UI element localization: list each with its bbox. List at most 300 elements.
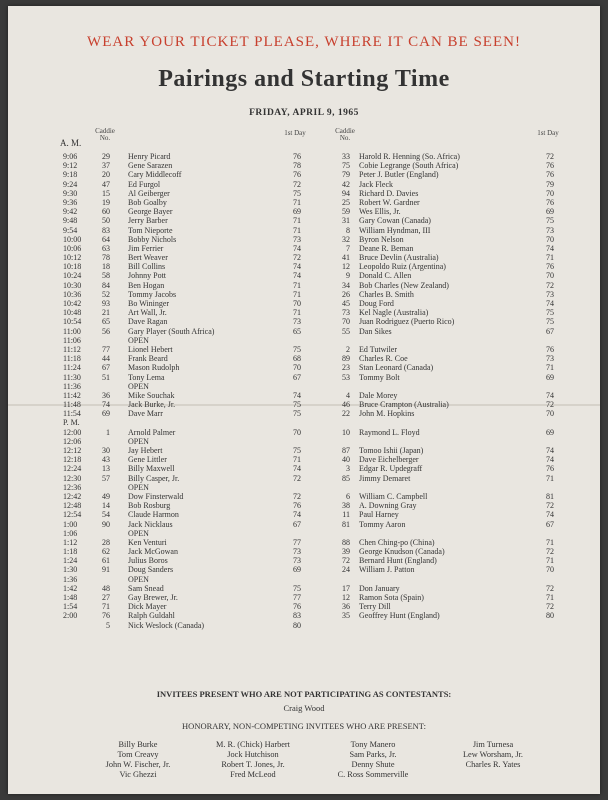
pairing-row — [8, 391, 600, 400]
pairing-row — [8, 244, 600, 253]
honorary-name: Charles R. Yates — [465, 760, 521, 769]
player-name: Wes Ellis, Jr. — [359, 207, 401, 217]
first-day-score: 76 — [293, 170, 301, 180]
caddie-number: 12 — [342, 262, 350, 272]
first-day-score: 75 — [293, 400, 301, 410]
pairing-row — [8, 180, 600, 189]
caddie-number: 25 — [342, 197, 350, 207]
player-name: Claude Harmon — [128, 510, 179, 520]
tee-time: 1:06 — [63, 528, 78, 538]
player-name: Dick Mayer — [128, 602, 167, 612]
caddie-number: 49 — [102, 491, 110, 501]
caddie-number: 31 — [342, 216, 350, 226]
caddie-number: 63 — [102, 243, 110, 253]
first-day-score: 71 — [293, 225, 301, 235]
player-name: Peter J. Butler (England) — [359, 170, 439, 180]
player-name: Frank Beard — [128, 354, 168, 364]
first-day-score: 71 — [293, 289, 301, 299]
first-day-score: 71 — [293, 455, 301, 465]
first-day-score: 72 — [546, 280, 554, 290]
first-day-score: 71 — [546, 537, 554, 547]
pairing-row — [8, 216, 600, 225]
first-day-score: 73 — [293, 234, 301, 244]
tee-time: 9:54 — [63, 225, 78, 235]
honorary-name: Lew Worsham, Jr. — [462, 750, 523, 759]
caddie-number: 42 — [342, 179, 350, 189]
player-name: Ralph Guldahl — [128, 611, 175, 621]
caddie-number: 30 — [102, 446, 110, 455]
pairing-row — [8, 281, 600, 290]
caddie-number: 70 — [342, 317, 350, 327]
caddie-number: 60 — [102, 207, 110, 217]
first-day-score: 71 — [546, 593, 554, 602]
pairing-row — [8, 253, 600, 262]
first-day-score: 76 — [546, 262, 554, 272]
first-day-score: 72 — [546, 152, 554, 161]
player-name: John M. Hopkins — [359, 409, 415, 419]
pairing-row — [8, 464, 600, 473]
tee-time: 10:06 — [63, 243, 82, 253]
player-name: Tomoo Ishii (Japan) — [359, 446, 424, 455]
pairing-row — [8, 170, 600, 179]
first-day-score: 72 — [546, 400, 554, 410]
player-name: Tony Lema — [128, 372, 165, 382]
caddie-number: 77 — [102, 344, 110, 354]
player-name: Geoffrey Hunt (England) — [359, 611, 440, 621]
player-name: Chen Ching-po (China) — [359, 537, 435, 547]
tee-time: 11:24 — [63, 363, 81, 373]
honorary-name: Tony Manero — [350, 740, 396, 749]
first-day-score: 72 — [293, 179, 301, 189]
pairing-row — [8, 575, 600, 584]
caddie-number: 74 — [102, 400, 110, 410]
first-day-score: 72 — [546, 583, 554, 593]
player-name: Charles B. Smith — [359, 289, 414, 299]
pairing-row — [8, 437, 600, 446]
caddie-number: 48 — [102, 583, 110, 593]
player-name: Gene Sarazen — [128, 161, 173, 171]
pairing-row — [8, 501, 600, 510]
pairing-row — [8, 336, 600, 345]
first-day-score: 72 — [293, 491, 301, 501]
caddie-number: 79 — [342, 170, 350, 180]
day-header-left: 1st Day — [284, 129, 306, 137]
honorary-name: Tom Creavy — [117, 750, 159, 759]
player-name: Bobby Nichols — [128, 234, 177, 244]
player-name: Jack Nicklaus — [128, 519, 173, 529]
player-name: Billy Casper, Jr. — [128, 473, 180, 483]
pairing-row — [8, 207, 600, 216]
honorary-name: Jim Turnesa — [472, 740, 514, 749]
first-day-score: 67 — [293, 519, 301, 529]
player-name: Tom Nieporte — [128, 225, 173, 235]
caddie-number: 12 — [342, 593, 350, 602]
pairing-row — [8, 556, 600, 565]
caddie-number: 37 — [102, 161, 110, 171]
player-name: Deane R. Beman — [359, 243, 414, 253]
first-day-score: 69 — [546, 207, 554, 217]
invitees-heading: INVITEES PRESENT WHO ARE NOT PARTICIPATING AS CONTESTANTS: — [156, 689, 452, 699]
pairing-row — [8, 308, 600, 317]
pairing-row — [8, 345, 600, 354]
first-day-score: 69 — [293, 565, 301, 575]
player-name: Ed Furgol — [128, 179, 161, 189]
pairings-sheet — [8, 6, 600, 794]
caddie-number: 55 — [342, 326, 350, 336]
tee-time: 1:00 — [63, 519, 78, 529]
tee-time: 10:18 — [63, 262, 82, 272]
player-name: Bob Charles (New Zealand) — [359, 280, 449, 290]
tee-time: 10:24 — [63, 271, 82, 281]
player-name: Arnold Palmer — [128, 427, 176, 437]
tee-time: 1:18 — [63, 547, 78, 557]
tee-time: 9:36 — [63, 197, 78, 207]
caddie-number: 15 — [102, 188, 110, 198]
tee-time: 9:24 — [63, 179, 78, 189]
pairing-row — [8, 611, 600, 620]
first-day-score: 70 — [293, 363, 301, 373]
tee-time: 12:12 — [63, 446, 82, 455]
caddie-number: 17 — [342, 583, 350, 593]
player-name: Dave Ragan — [128, 317, 168, 327]
tee-time: 9:06 — [63, 152, 78, 161]
first-day-score: 73 — [546, 289, 554, 299]
first-day-score: 70 — [293, 299, 301, 308]
caddie-number: 69 — [102, 409, 110, 419]
honorary-column — [433, 740, 553, 770]
honorary-name: M. R. (Chick) Harbert — [216, 740, 290, 749]
tee-time: 1:24 — [63, 556, 78, 566]
first-day-score: 72 — [546, 602, 554, 612]
first-day-score: 73 — [293, 547, 301, 557]
first-day-score: 70 — [546, 565, 554, 575]
player-name: OPEN — [128, 335, 149, 345]
caddie-number: 7 — [346, 243, 350, 253]
player-name: Gene Littler — [128, 455, 167, 465]
first-day-score: 75 — [293, 409, 301, 419]
first-day-score: 71 — [546, 253, 554, 263]
tee-time: 10:48 — [63, 308, 82, 318]
player-name: Dow Finsterwald — [128, 491, 184, 501]
honorary-name: Billy Burke — [118, 740, 158, 749]
caddie-number: 83 — [102, 225, 110, 235]
tee-time: 1:36 — [63, 574, 78, 584]
pairing-row — [8, 538, 600, 547]
player-name: Mason Rudolph — [128, 363, 180, 373]
caddie-number: 34 — [342, 280, 350, 290]
player-name: A. Downing Gray — [359, 501, 417, 511]
pairing-row — [8, 455, 600, 464]
caddie-number: 9 — [346, 271, 350, 281]
caddie-number: 51 — [102, 372, 110, 382]
caddie-number: 5 — [106, 620, 110, 630]
tee-time: 11:42 — [63, 390, 81, 400]
player-name: Terry Dill — [359, 602, 391, 612]
first-day-score: 75 — [293, 188, 301, 198]
caddie-number: 8 — [346, 225, 350, 235]
tee-time: 9:12 — [63, 161, 78, 171]
caddie-number: 22 — [342, 409, 350, 419]
player-name: Don January — [359, 583, 400, 593]
player-name: Edgar R. Updegraff — [359, 464, 423, 474]
player-name: Doug Sanders — [128, 565, 174, 575]
first-day-score: 76 — [546, 464, 554, 474]
first-day-score: 74 — [293, 262, 301, 272]
pairing-row — [8, 354, 600, 363]
pairing-row — [8, 290, 600, 299]
honorary-name: Fred McLeod — [230, 770, 276, 779]
pairing-row — [8, 483, 600, 492]
player-name: Ramon Sota (Spain) — [359, 593, 424, 602]
caddie-number: 23 — [342, 363, 350, 373]
honorary-name: Vic Ghezzi — [119, 770, 157, 779]
pairing-row — [8, 400, 600, 409]
player-name: Doug Ford — [359, 299, 394, 308]
player-name: Bruce Crampton (Australia) — [359, 400, 449, 410]
tee-time: 10:12 — [63, 253, 82, 263]
player-name: Bob Rosburg — [128, 501, 171, 511]
first-day-score: 69 — [546, 427, 554, 437]
first-day-score: 74 — [546, 455, 554, 465]
player-name: Tommy Bolt — [359, 372, 400, 382]
player-name: Cobie Legrange (South Africa) — [359, 161, 459, 171]
first-day-score: 70 — [546, 234, 554, 244]
caddie-number: 32 — [342, 234, 350, 244]
tee-time: 11:12 — [63, 344, 81, 354]
pairing-row — [8, 161, 600, 170]
tee-time: 12:18 — [63, 455, 82, 465]
first-day-score: 80 — [293, 620, 301, 630]
tee-time: 10:42 — [63, 299, 82, 308]
first-day-score: 72 — [293, 473, 301, 483]
player-name: Tommy Aaron — [359, 519, 406, 529]
tee-time: 10:36 — [63, 289, 82, 299]
first-day-score: 75 — [293, 344, 301, 354]
player-name: Jack McGowan — [128, 547, 178, 557]
day-header-right: 1st Day — [537, 129, 559, 137]
caddie-number: 10 — [342, 427, 350, 437]
player-name: William C. Campbell — [359, 491, 428, 501]
first-day-score: 75 — [293, 446, 301, 455]
pairing-row — [8, 593, 600, 602]
honorary-column — [78, 740, 198, 780]
caddie-header-right: Caddie No. — [335, 127, 355, 142]
first-day-score: 74 — [546, 243, 554, 253]
caddie-number: 91 — [102, 565, 110, 575]
player-name: OPEN — [128, 381, 149, 391]
first-day-score: 72 — [546, 547, 554, 557]
pairing-row — [8, 492, 600, 501]
first-day-score: 78 — [293, 161, 301, 171]
player-name: Bruce Devlin (Australia) — [359, 253, 439, 263]
first-day-score: 74 — [293, 464, 301, 474]
first-day-score: 74 — [546, 299, 554, 308]
first-day-score: 71 — [293, 308, 301, 318]
caddie-number: 87 — [342, 446, 350, 455]
caddie-number: 57 — [102, 473, 110, 483]
caddie-number: 72 — [342, 556, 350, 566]
first-day-score: 79 — [546, 179, 554, 189]
player-name: William Hyndman, III — [359, 225, 431, 235]
player-name: Raymond L. Floyd — [359, 427, 420, 437]
caddie-number: 14 — [102, 501, 110, 511]
tee-time: 10:54 — [63, 317, 82, 327]
caddie-number: 64 — [102, 234, 110, 244]
player-name: Cary Middlecoff — [128, 170, 182, 180]
caddie-number: 85 — [342, 473, 350, 483]
pairing-row — [8, 152, 600, 161]
player-name: Henry Picard — [128, 152, 171, 161]
player-name: Gary Cowan (Canada) — [359, 216, 431, 226]
pairing-row — [8, 262, 600, 271]
honorary-column — [313, 740, 433, 780]
caddie-number: 47 — [102, 179, 110, 189]
caddie-number: 33 — [342, 152, 350, 161]
player-name: Art Wall, Jr. — [128, 308, 167, 318]
player-name: Richard D. Davies — [359, 188, 419, 198]
player-name: George Knudson (Canada) — [359, 547, 445, 557]
first-day-score: 70 — [546, 409, 554, 419]
player-name: Donald C. Allen — [359, 271, 412, 281]
first-day-score: 75 — [293, 583, 301, 593]
player-name: Dale Morey — [359, 390, 398, 400]
caddie-number: 11 — [342, 510, 350, 520]
tee-time: 12:06 — [63, 436, 82, 446]
honorary-name: Sam Parks, Jr. — [349, 750, 397, 759]
caddie-number: 46 — [342, 400, 350, 410]
tee-time: 12:00 — [63, 427, 82, 437]
player-name: Bo Wininger — [128, 299, 170, 308]
ticket-banner: WEAR YOUR TICKET PLEASE, WHERE IT CAN BE SEEN! — [87, 34, 521, 50]
first-day-score: 75 — [546, 317, 554, 327]
pairing-row — [8, 621, 600, 630]
caddie-number: 4 — [346, 390, 350, 400]
pairing-row — [8, 584, 600, 593]
tee-time: 9:18 — [63, 170, 78, 180]
honorary-heading: HONORARY, NON-COMPETING INVITEES WHO ARE PRESENT: — [182, 721, 426, 731]
player-name: George Bayer — [128, 207, 173, 217]
first-day-score: 71 — [546, 363, 554, 373]
player-name: OPEN — [128, 528, 149, 538]
caddie-number: 2 — [346, 344, 350, 354]
caddie-number: 67 — [102, 363, 110, 373]
tee-time: P. M. — [63, 418, 80, 428]
player-name: Harold R. Henning (So. Africa) — [359, 152, 460, 161]
caddie-number: 28 — [102, 537, 110, 547]
player-name: OPEN — [128, 436, 149, 446]
first-day-score: 76 — [546, 170, 554, 180]
player-name: Byron Nelson — [359, 234, 404, 244]
first-day-score: 71 — [293, 216, 301, 226]
date-line: FRIDAY, APRIL 9, 1965 — [249, 108, 359, 118]
honorary-name: Jock Hutchison — [227, 750, 279, 759]
first-day-score: 81 — [546, 491, 554, 501]
caddie-number: 93 — [102, 299, 110, 308]
first-day-score: 73 — [546, 225, 554, 235]
caddie-number: 53 — [342, 372, 350, 382]
player-name: Dan Sikes — [359, 326, 392, 336]
tee-time: 11:54 — [63, 409, 81, 419]
honorary-name: John W. Fischer, Jr. — [105, 760, 171, 769]
caddie-number: 13 — [102, 464, 110, 474]
pairing-row — [8, 602, 600, 611]
first-day-score: 69 — [546, 372, 554, 382]
tee-time: 1:42 — [63, 583, 78, 593]
tee-time: 12:42 — [63, 491, 82, 501]
pairing-row — [8, 409, 600, 418]
first-day-score: 75 — [546, 308, 554, 318]
caddie-number: 41 — [342, 253, 350, 263]
caddie-number: 61 — [102, 556, 110, 566]
caddie-number: 44 — [102, 354, 110, 364]
player-name: Bernard Hunt (England) — [359, 556, 437, 566]
pairing-row — [8, 271, 600, 280]
pairing-row — [8, 382, 600, 391]
first-day-score: 70 — [293, 427, 301, 437]
caddie-number: 29 — [102, 152, 110, 161]
player-name: Al Geiberger — [128, 188, 170, 198]
player-name: Jack Fleck — [359, 179, 393, 189]
caddie-number: 76 — [102, 611, 110, 621]
tee-time: 9:42 — [63, 207, 78, 217]
tee-time: 12:30 — [63, 473, 82, 483]
pairing-row — [8, 189, 600, 198]
caddie-number: 58 — [102, 271, 110, 281]
pairing-row — [8, 446, 600, 455]
first-day-score: 74 — [546, 390, 554, 400]
player-name: Lionel Hebert — [128, 344, 173, 354]
caddie-number: 56 — [102, 326, 110, 336]
tee-time: 11:00 — [63, 326, 81, 336]
caddie-number: 50 — [102, 216, 110, 226]
tee-time: 1:48 — [63, 593, 78, 602]
caddie-number: 88 — [342, 537, 350, 547]
first-day-score: 80 — [546, 611, 554, 621]
tee-time: 10:30 — [63, 280, 82, 290]
player-name: Mike Souchak — [128, 390, 175, 400]
first-day-score: 72 — [546, 501, 554, 511]
caddie-number: 18 — [102, 262, 110, 272]
tee-time: 1:12 — [63, 537, 78, 547]
player-name: Nick Weslock (Canada) — [128, 620, 205, 630]
first-day-score: 75 — [546, 216, 554, 226]
pairing-row — [8, 418, 600, 427]
tee-time: 12:54 — [63, 510, 82, 520]
first-day-score: 65 — [293, 326, 301, 336]
caddie-number: 21 — [102, 308, 110, 318]
player-name: Charles R. Coe — [359, 354, 408, 364]
first-day-score: 74 — [293, 510, 301, 520]
page-title: Pairings and Starting Time — [158, 66, 450, 92]
caddie-number: 38 — [342, 501, 350, 511]
tee-time: 11:18 — [63, 354, 81, 364]
caddie-number: 59 — [342, 207, 350, 217]
first-day-score: 72 — [293, 253, 301, 263]
first-day-score: 74 — [546, 446, 554, 455]
pairing-row — [8, 510, 600, 519]
first-day-score: 68 — [293, 354, 301, 364]
pairing-row — [8, 235, 600, 244]
first-day-score: 76 — [293, 152, 301, 161]
honorary-name: C. Ross Sommerville — [337, 770, 409, 779]
caddie-number: 84 — [102, 280, 110, 290]
tee-time: 11:30 — [63, 372, 81, 382]
first-day-score: 71 — [293, 197, 301, 207]
caddie-number: 65 — [102, 317, 110, 327]
first-day-score: 74 — [293, 243, 301, 253]
first-day-score: 74 — [293, 390, 301, 400]
player-name: Gary Player (South Africa) — [128, 326, 215, 336]
